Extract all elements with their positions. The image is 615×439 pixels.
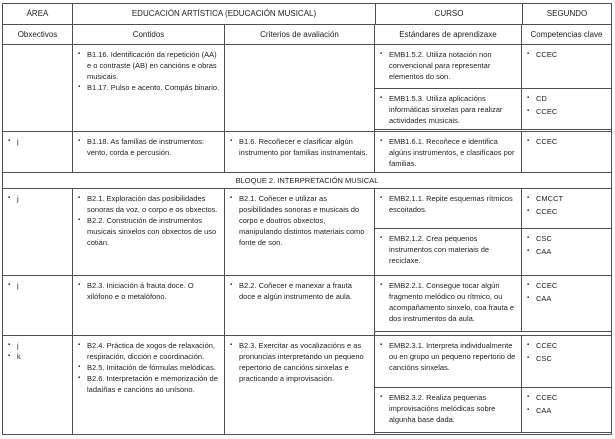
obxectivos-cell (3, 189, 73, 275)
estandar-item (380, 392, 517, 425)
competencia-item (527, 405, 607, 416)
item-text: CCEC (536, 393, 558, 402)
item-text: CCEC (536, 137, 558, 146)
bullet-icon: ▪ (380, 95, 383, 101)
obxectivos-cell (3, 45, 73, 131)
header-col-competencias: Competencias clave (530, 29, 603, 39)
estandar-subrow (375, 89, 611, 129)
obxectivo-item (8, 351, 68, 362)
competencia-item (527, 206, 607, 217)
bullet-icon: ▪ (527, 51, 530, 57)
item-text: CCEC (536, 207, 558, 216)
bullet-icon: ▪ (380, 138, 383, 144)
estandar-cell (375, 388, 522, 432)
estandares-stack (375, 189, 611, 275)
bullet-icon: ▪ (78, 217, 81, 223)
curriculum-table (2, 3, 612, 435)
bullet-icon: ▪ (78, 375, 81, 381)
criterio-item (230, 340, 370, 384)
estandar-item (380, 49, 517, 82)
competencia-item (527, 193, 607, 204)
competencia-item (527, 106, 607, 117)
bullet-icon: ▪ (527, 208, 530, 214)
item-text: j (17, 137, 19, 146)
estandar-subrow (375, 189, 611, 229)
contido-item (78, 373, 220, 395)
competencia-item (527, 293, 607, 304)
bullet-icon: ▪ (78, 138, 81, 144)
criterios-cell (225, 276, 375, 335)
bullet-icon: ▪ (380, 394, 383, 400)
competencia-item (527, 246, 607, 257)
item-text: CCEC (536, 50, 558, 59)
competencia-item (527, 49, 607, 60)
estandares-stack (375, 276, 611, 332)
item-text: EMB2.3.2. Realiza pequenas improvisacións melódicas sobre algunha base dada. (389, 393, 496, 424)
bullet-icon: ▪ (78, 342, 81, 348)
item-text: EMB2.3.1. Interpreta individualmente ou en grupo un pequeno repertorio de cancións sinxelas. (389, 341, 516, 372)
item-text: B2.3. Iniciación á frauta doce. O xilófono e o metalófono. (87, 281, 194, 301)
estandar-item (380, 136, 517, 169)
bullet-icon: ▪ (78, 84, 81, 90)
bullet-icon: ▪ (8, 138, 11, 144)
item-text: EMB2.1.2. Crea pequenos instrumentos con materiais de reciclaxe. (389, 234, 490, 265)
bullet-icon: ▪ (527, 248, 530, 254)
contidos-cell (73, 132, 225, 172)
header-col-estandares: Estándares de aprendizaxe (375, 25, 522, 44)
table-body (3, 45, 611, 435)
bullet-icon: ▪ (380, 342, 383, 348)
estandares-stack (375, 336, 611, 433)
bullet-icon: ▪ (527, 138, 530, 144)
criterios-cell (225, 132, 375, 172)
item-text: CSC (536, 354, 552, 363)
curriculum-row (3, 276, 611, 336)
header-curso: CURSO (376, 4, 523, 24)
item-text: B1.6. Recoñecer e clasificar algún instrumento por familias instrumentais. (239, 137, 368, 157)
bullet-icon: ▪ (78, 51, 81, 57)
estandar-subrow (375, 336, 611, 388)
item-text: B1.16. Identificación da repetición (AA) e o contraste (AB) en cancións e obras musicais. (87, 50, 217, 81)
item-text: B2.2. Coñecer e manexar a frauta doce e algún instrumento de aula. (239, 281, 352, 301)
item-text: CAA (536, 294, 552, 303)
bullet-icon: ▪ (527, 407, 530, 413)
item-text: CD (536, 94, 547, 103)
estandar-cell (375, 229, 522, 275)
item-text: B2.1. Coñecer e utilizar as posibilidades sonoras e musicais do corpo e doutros obxectos, manipulando distintos materiais como fonte de son. (239, 194, 365, 247)
table-header-row-columns (3, 25, 611, 45)
bullet-icon: ▪ (78, 364, 81, 370)
bullet-icon: ▪ (8, 195, 11, 201)
estandar-subrow (375, 388, 611, 432)
header-subject: EDUCACIÓN ARTÍSTICA (EDUCACIÓN MUSICAL) (73, 4, 376, 24)
estandar-cell (375, 276, 522, 331)
item-text: B2.5. Imitación de fórmulas melódicas. (87, 363, 216, 372)
competencias-cell (522, 336, 611, 387)
obxectivos-cell (3, 132, 73, 172)
estandar-item (380, 93, 517, 126)
item-text: j (17, 194, 19, 203)
item-text: EMB1.6.1. Recoñece e identifica algúns instrumentos, e clasifícaos por familias. (389, 137, 515, 168)
item-text: j (17, 281, 19, 290)
curriculum-row (3, 45, 611, 132)
contidos-cell (73, 336, 225, 434)
obxectivo-item (8, 193, 68, 204)
estandar-cell (375, 45, 522, 88)
header-nivel: SEGUNDO (546, 9, 588, 18)
estandares-stack (375, 132, 611, 172)
curriculum-row (3, 336, 611, 435)
header-area: ÁREA (3, 4, 73, 24)
estandares-area (375, 189, 611, 275)
bullet-icon: ▪ (527, 355, 530, 361)
curriculum-row (3, 132, 611, 173)
table-header-row-area (3, 4, 611, 25)
obxectivos-cell (3, 276, 73, 335)
item-text: B2.4. Práctica de xogos de relaxación, respiración, dicción e coordinación. (87, 341, 215, 361)
contido-item (78, 82, 220, 93)
criterios-cell (225, 336, 375, 434)
contido-item (78, 215, 220, 248)
obxectivo-item (8, 340, 68, 351)
contido-item (78, 340, 220, 362)
contido-item (78, 280, 220, 302)
competencias-cell (522, 45, 611, 88)
bullet-icon: ▪ (380, 51, 383, 57)
bloque-divider-label: BLOQUE 2. INTERPRETACIÓN MUSICAL (235, 176, 379, 185)
estandar-item (380, 340, 517, 373)
contidos-cell (73, 189, 225, 275)
estandar-item (380, 233, 517, 266)
bullet-icon: ▪ (78, 282, 81, 288)
estandares-stack (375, 45, 611, 130)
bullet-icon: ▪ (230, 138, 233, 144)
criterios-cell (225, 189, 375, 275)
criterio-item (230, 280, 370, 302)
item-text: EMB1.5.3. Utiliza aplicacións informáticas sinxelas para realizar actividades musicais. (389, 94, 503, 125)
competencias-cell (522, 229, 611, 275)
competencia-item (527, 353, 607, 364)
competencia-item (527, 392, 607, 403)
competencia-item (527, 93, 607, 104)
criterio-item (230, 136, 370, 158)
competencias-cell (522, 276, 611, 331)
competencia-item (527, 136, 607, 147)
bullet-icon: ▪ (8, 342, 11, 348)
criterio-item (230, 193, 370, 248)
estandar-item (380, 193, 517, 215)
item-text: CAA (536, 247, 552, 256)
item-text: j (17, 341, 19, 350)
item-text: EMB2.2.1. Consegue tocar algún fragmento melódico ou rítmico, ou acompañamento sinxelo, coa frauta e dos instrumentos da aula. (389, 281, 515, 323)
estandar-cell (375, 132, 522, 172)
item-text: CSC (536, 234, 552, 243)
competencias-cell (522, 89, 611, 129)
estandares-area (375, 45, 611, 131)
contidos-cell (73, 276, 225, 335)
competencias-cell (522, 132, 611, 172)
item-text: EMB2.1.1. Repite esquemas rítmicos escoitados. (389, 194, 513, 214)
bullet-icon: ▪ (230, 342, 233, 348)
item-text: k (17, 352, 21, 361)
estandar-subrow (375, 229, 611, 275)
estandar-subrow (375, 132, 611, 172)
bullet-icon: ▪ (380, 282, 383, 288)
header-col-criterios: Criterios de avaliación (225, 25, 375, 44)
contido-item (78, 362, 220, 373)
bullet-icon: ▪ (230, 195, 233, 201)
obxectivos-cell (3, 336, 73, 434)
contido-item (78, 193, 220, 215)
bullet-icon: ▪ (527, 342, 530, 348)
bullet-icon: ▪ (527, 108, 530, 114)
item-text: EMB1.5.2. Utiliza notación non convencional para representar elementos do son. (389, 50, 492, 81)
competencias-cell (522, 189, 611, 228)
item-text: B1.18. As familias de instrumentos: vento, corda e percusión. (87, 137, 205, 157)
header-col-contidos: Contidos (73, 25, 225, 44)
contido-item (78, 136, 220, 158)
bullet-icon: ▪ (8, 282, 11, 288)
item-text: B2.2. Construción de instrumentos musicais sinxelos con obxectos de uso cotián. (87, 216, 217, 247)
bullet-icon: ▪ (527, 195, 530, 201)
competencia-item (527, 280, 607, 291)
item-text: B2.3. Exercitar as vocalizacións e as pronuncias interpretando un pequeno repertorio de cancións sinxelas e practicando a improvisación. (239, 341, 364, 383)
bullet-icon: ▪ (230, 282, 233, 288)
competencia-item (527, 340, 607, 351)
item-text: B2.6. Interpretación e memorización de ladaíñas e cancións ao unísono. (87, 374, 218, 394)
obxectivo-item (8, 136, 68, 147)
curriculum-row (3, 189, 611, 276)
estandar-cell (375, 89, 522, 129)
item-text: CCEC (536, 281, 558, 290)
contido-item (78, 49, 220, 82)
bullet-icon: ▪ (380, 195, 383, 201)
bullet-icon: ▪ (380, 235, 383, 241)
estandares-area (375, 336, 611, 434)
bullet-icon: ▪ (527, 95, 530, 101)
estandar-item (380, 280, 517, 324)
item-text: CAA (536, 406, 552, 415)
item-text: CMCCT (536, 194, 564, 203)
estandar-cell (375, 189, 522, 228)
estandar-subrow (375, 276, 611, 331)
item-text: B1.17. Pulso e acento. Compás binario. (87, 83, 220, 92)
estandares-area (375, 132, 611, 172)
estandar-subrow (375, 45, 611, 89)
bullet-icon: ▪ (527, 282, 530, 288)
bullet-icon: ▪ (527, 235, 530, 241)
criterios-cell (225, 45, 375, 131)
header-col-obxectivos: Obxectivos (3, 25, 73, 44)
obxectivo-item (8, 280, 68, 291)
bullet-icon: ▪ (78, 195, 81, 201)
item-text: CCEC (536, 107, 558, 116)
estandar-cell (375, 336, 522, 387)
bullet-icon: ▪ (527, 394, 530, 400)
competencia-item (527, 233, 607, 244)
bullet-icon: ▪ (8, 353, 11, 359)
estandares-area (375, 276, 611, 335)
item-text: B2.1. Exploración das posibilidades sonoras da voz, o corpo e os obxectos. (87, 194, 218, 214)
contidos-cell (73, 45, 225, 131)
competencias-cell (522, 388, 611, 432)
bullet-icon: ▪ (527, 295, 530, 301)
bloque-divider-row (3, 173, 611, 189)
item-text: CCEC (536, 341, 558, 350)
